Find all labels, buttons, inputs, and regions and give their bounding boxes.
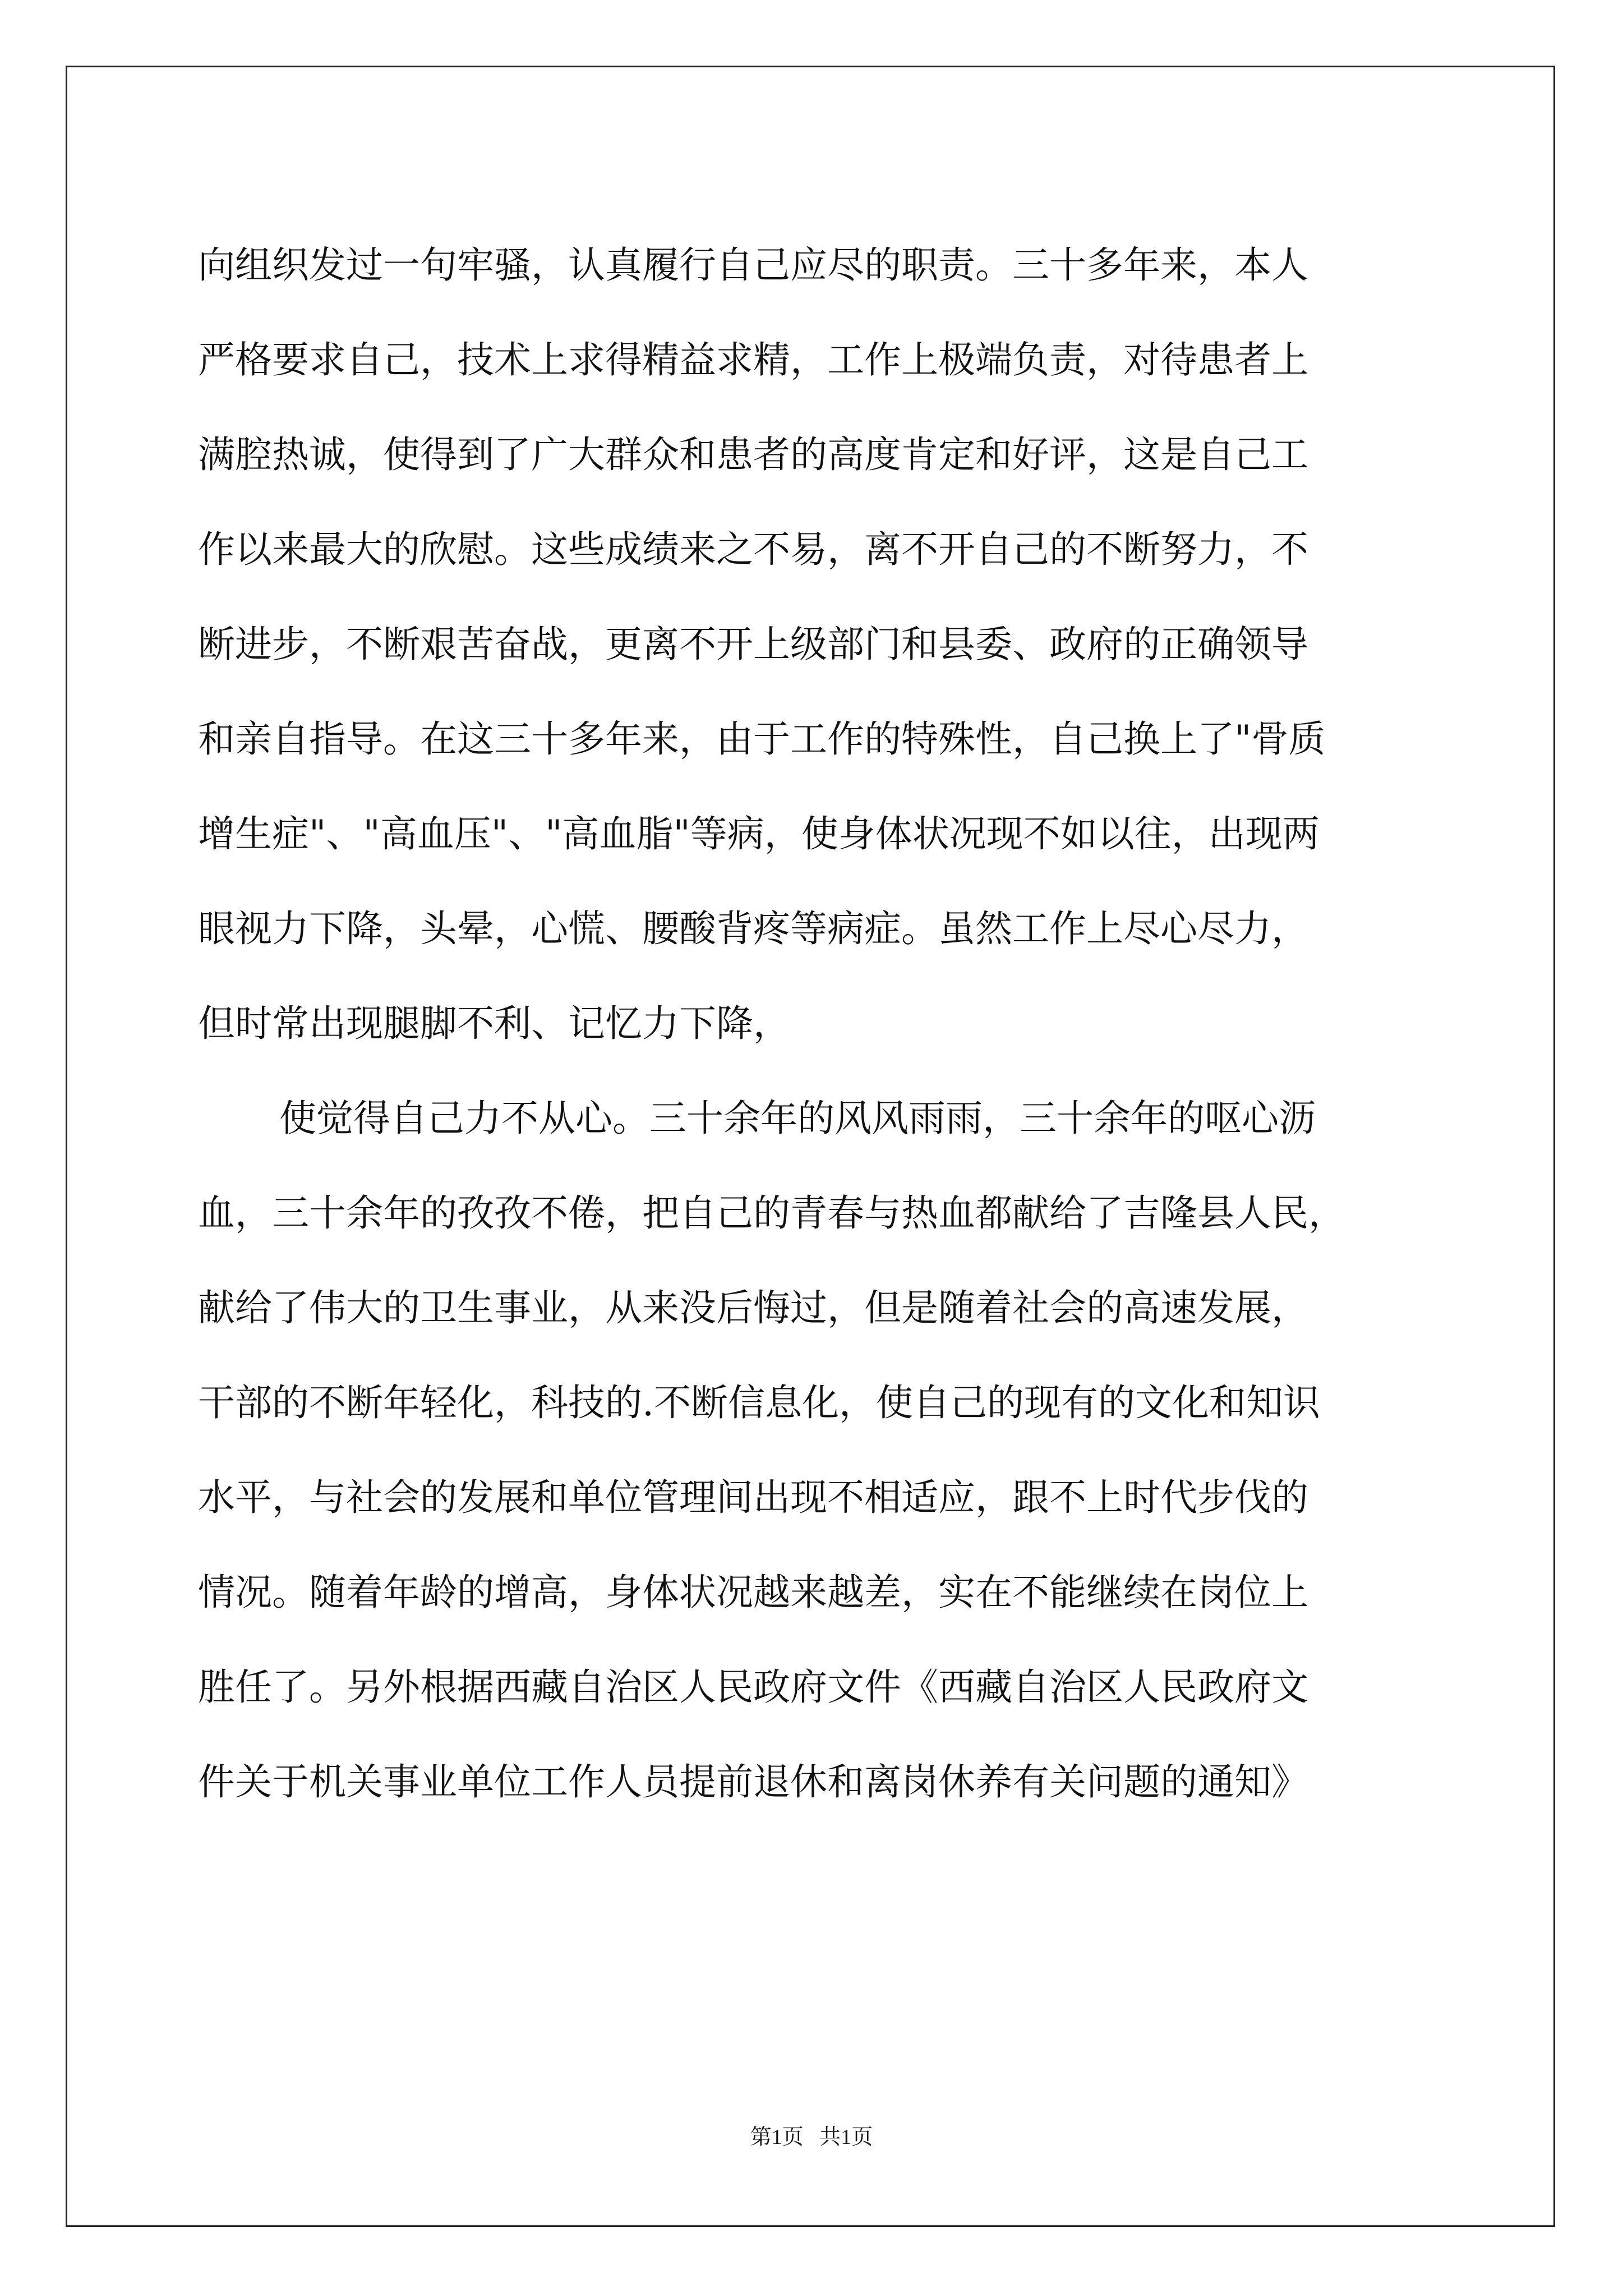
text-line: 干部的不断年轻化，科技的.不断信息化，使自己的现有的文化和知识 (198, 1381, 1320, 1424)
text-line: 满腔热诚，使得到了广大群众和患者的高度肯定和好评，这是自己工 (198, 433, 1308, 476)
text-line: 血，三十余年的孜孜不倦，把自己的青春与热血都献给了吉隆县人民， (198, 1191, 1345, 1235)
page-number-footer: 第1页 共1页 (750, 2125, 873, 2149)
text-line: 眼视力下降，头晕，心慌、腰酸背疼等病症。虽然工作上尽心尽力， (198, 907, 1308, 950)
text-line: 作以来最大的欣慰。这些成绩来之不易，离不开自己的不断努力，不 (198, 528, 1308, 571)
text-line: 献给了伟大的卫生事业，从来没后悔过，但是随着社会的高速发展， (198, 1286, 1308, 1329)
paragraph-first-line: 使觉得自己力不从心。三十余年的风风雨雨，三十余年的呕心沥 (279, 1097, 1316, 1140)
text-line: 向组织发过一句牢骚，认真履行自己应尽的职责。三十多年来，本人 (198, 243, 1308, 287)
text-line: 胜任了。另外根据西藏自治区人民政府文件《西藏自治区人民政府文 (198, 1665, 1308, 1709)
text-line: 断进步，不断艰苦奋战，更离不开上级部门和县委、政府的正确领导 (198, 623, 1308, 666)
text-line: 和亲自指导。在这三十多年来，由于工作的特殊性，自己换上了"骨质 (198, 717, 1326, 761)
document-body (198, 218, 1443, 1829)
text-line: 增生症"、"高血压"、"高血脂"等病，使身体状况现不如以往，出现两 (198, 812, 1320, 855)
text-line: 件关于机关事业单位工作人员提前退休和离岗休养有关问题的通知》 (198, 1760, 1308, 1803)
text-line: 严格要求自己，技术上求得精益求精，工作上极端负责，对待患者上 (198, 338, 1308, 381)
text-line: 水平，与社会的发展和单位管理间出现不相适应，跟不上时代步伐的 (198, 1476, 1308, 1519)
text-line: 但时常出现腿脚不利、记忆力下降， (198, 1002, 790, 1045)
text-line: 情况。随着年龄的增高，身体状况越来越差，实在不能继续在岗位上 (198, 1571, 1308, 1614)
